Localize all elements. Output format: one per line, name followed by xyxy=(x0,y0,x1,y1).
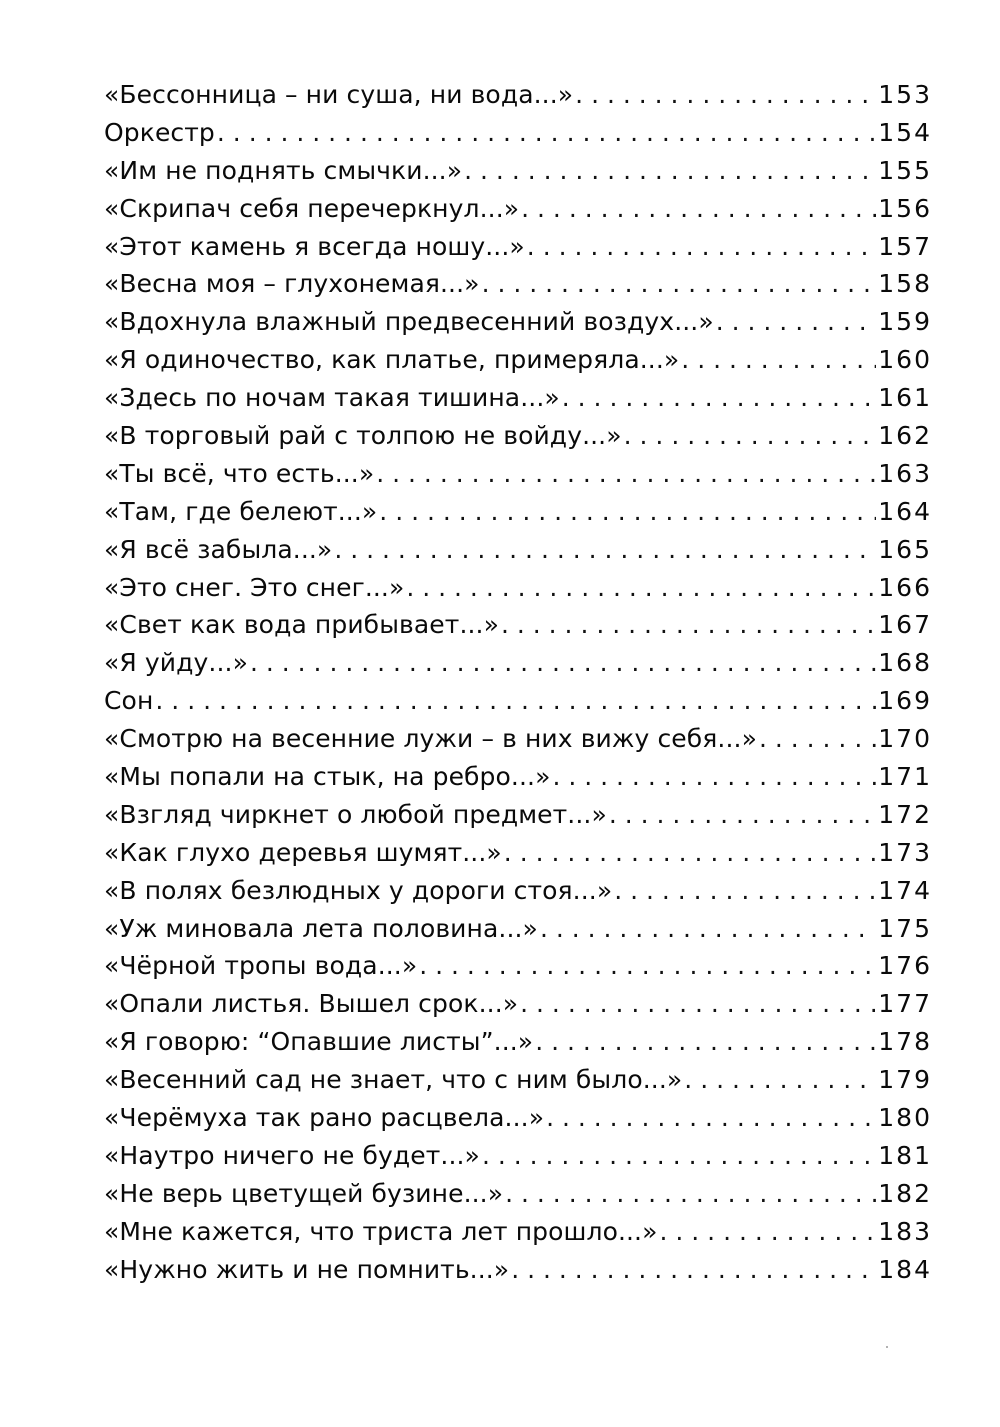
toc-entry-page: 179 xyxy=(878,1065,932,1095)
toc-entry-title: «Этот камень я всегда ношу...» xyxy=(104,231,525,261)
toc-entry-page: 180 xyxy=(878,1103,932,1133)
dot-leader xyxy=(464,152,876,190)
toc-entry-page: 159 xyxy=(878,307,932,337)
toc-entry xyxy=(104,341,932,379)
toc-entry-page: 172 xyxy=(878,799,932,829)
toc-entry xyxy=(104,303,932,341)
dot-leader xyxy=(334,531,876,569)
toc-entry-title: «Не верь цветущей бузине...» xyxy=(104,1178,504,1208)
toc-entry-title: «Здесь по ночам такая тишина...» xyxy=(104,383,560,413)
toc-entry xyxy=(104,1099,932,1137)
toc-entry xyxy=(104,531,932,569)
toc-entry-page: 155 xyxy=(878,155,932,185)
toc-entry xyxy=(104,606,932,644)
scan-speck xyxy=(886,1346,888,1348)
toc-entry-title: «Уж миновала лета половина...» xyxy=(104,913,538,943)
toc-entry-title: «Смотрю на весенние лужи – в них вижу себя...» xyxy=(104,724,757,754)
toc-entry xyxy=(104,228,932,266)
toc-entry-title: «Им не поднять смычки...» xyxy=(104,155,463,185)
toc-entry-title: «Нужно жить и не помнить...» xyxy=(104,1254,510,1284)
toc-entry-page: 153 xyxy=(878,80,932,109)
toc-entry xyxy=(104,985,932,1023)
toc-entry xyxy=(104,834,932,872)
toc-entry-page: 169 xyxy=(878,686,932,716)
toc-entry xyxy=(104,379,932,417)
dot-leader xyxy=(540,910,876,948)
toc-entry-title: «Как глухо деревья шумят...» xyxy=(104,837,502,867)
toc-entry-page: 176 xyxy=(878,951,932,981)
dot-leader xyxy=(759,720,876,758)
toc-entry-page: 165 xyxy=(878,534,932,564)
dot-leader xyxy=(624,417,877,455)
toc-entry-title: «Мне кажется, что триста лет прошло...» xyxy=(104,1216,658,1246)
toc-entry-page: 183 xyxy=(878,1216,932,1246)
toc-entry xyxy=(104,1061,932,1099)
toc-entry-title: «Опали листья. Вышел срок...» xyxy=(104,989,519,1019)
dot-leader xyxy=(482,265,877,303)
toc-entry xyxy=(104,1137,932,1175)
toc-entry-page: 178 xyxy=(878,1027,932,1057)
toc-entry-page: 171 xyxy=(878,762,932,792)
toc-entry-title: «Весна моя – глухонемая...» xyxy=(104,269,480,299)
toc-entry-title: «Я уйду...» xyxy=(104,648,248,678)
dot-leader xyxy=(681,341,876,379)
dot-leader xyxy=(527,228,876,266)
dot-leader xyxy=(155,682,876,720)
toc-entry xyxy=(104,1213,932,1251)
toc-entry xyxy=(104,493,932,531)
toc-entry-title: «Ты всё, что есть...» xyxy=(104,458,375,488)
dot-leader xyxy=(552,758,876,796)
toc-entry-page: 175 xyxy=(878,913,932,943)
toc-entry-title: «Вдохнула влажный предвесенний воздух...» xyxy=(104,307,714,337)
dot-leader xyxy=(562,379,877,417)
toc-entry-page: 177 xyxy=(878,989,932,1019)
toc-entry-title: «Чёрной тропы вода...» xyxy=(104,951,418,981)
dot-leader xyxy=(379,493,876,531)
dot-leader xyxy=(520,985,876,1023)
toc-entry-page: 154 xyxy=(878,117,932,147)
table-of-contents xyxy=(104,76,932,1289)
toc-entry-page: 163 xyxy=(878,458,932,488)
toc-entry-page: 161 xyxy=(878,383,932,413)
toc-entry-page: 174 xyxy=(878,875,932,905)
toc-entry-page: 164 xyxy=(878,496,932,526)
toc-entry xyxy=(104,569,932,607)
toc-entry-page: 170 xyxy=(878,724,932,754)
toc-entry xyxy=(104,114,932,152)
toc-entry-title: «Скрипач себя перечеркнул...» xyxy=(104,193,520,223)
dot-leader xyxy=(660,1213,877,1251)
toc-entry-title: «Свет как вода прибывает...» xyxy=(104,610,499,640)
toc-entry-title: «Это снег. Это снег...» xyxy=(104,572,405,602)
dot-leader xyxy=(482,1137,876,1175)
dot-leader xyxy=(609,796,876,834)
toc-entry-page: 182 xyxy=(878,1178,932,1208)
toc-entry-title: «Взгляд чиркнет о любой предмет...» xyxy=(104,799,607,829)
toc-entry xyxy=(104,265,932,303)
toc-entry-title: «Я говорю: “Опавшие листы”...» xyxy=(104,1027,534,1057)
toc-entry xyxy=(104,872,932,910)
toc-entry-title: Сон xyxy=(104,686,154,716)
dot-leader xyxy=(511,1251,876,1289)
toc-entry xyxy=(104,76,932,114)
toc-entry-page: 167 xyxy=(878,610,932,640)
toc-entry xyxy=(104,682,932,720)
toc-entry-title: «Я всё забыла...» xyxy=(104,534,333,564)
toc-entry xyxy=(104,190,932,228)
toc-entry-page: 162 xyxy=(878,421,932,451)
dot-leader xyxy=(614,872,876,910)
dot-leader xyxy=(505,1175,876,1213)
toc-entry-title: «Мы попали на стык, на ребро...» xyxy=(104,762,551,792)
dot-leader xyxy=(684,1061,876,1099)
dot-leader xyxy=(406,569,876,607)
toc-entry-page: 160 xyxy=(878,345,932,375)
dot-leader xyxy=(546,1099,876,1137)
toc-entry xyxy=(104,758,932,796)
dot-leader xyxy=(535,1023,876,1061)
dot-leader xyxy=(419,947,876,985)
dot-leader xyxy=(521,190,876,228)
toc-entry-title: «Черёмуха так рано расцвела...» xyxy=(104,1103,545,1133)
toc-entry xyxy=(104,796,932,834)
toc-entry xyxy=(104,947,932,985)
toc-entry-page: 156 xyxy=(878,193,932,223)
toc-entry-page: 168 xyxy=(878,648,932,678)
dot-leader xyxy=(250,644,876,682)
dot-leader xyxy=(376,455,876,493)
toc-entry-title: «В торговый рай с толпою не войду...» xyxy=(104,421,622,451)
toc-entry-page: 181 xyxy=(878,1140,932,1170)
toc-entry-page: 157 xyxy=(878,231,932,261)
dot-leader xyxy=(716,303,877,341)
dot-leader xyxy=(501,606,876,644)
toc-entry-page: 166 xyxy=(878,572,932,602)
toc-entry xyxy=(104,152,932,190)
toc-entry xyxy=(104,720,932,758)
toc-entry-title: «Там, где белеют...» xyxy=(104,496,378,526)
toc-entry xyxy=(104,1251,932,1289)
dot-leader xyxy=(575,76,876,114)
toc-entry-page: 184 xyxy=(878,1254,932,1284)
toc-entry xyxy=(104,644,932,682)
toc-entry-page: 158 xyxy=(878,269,932,299)
toc-entry xyxy=(104,1023,932,1061)
toc-entry-title: «Я одиночество, как платье, примеряла...» xyxy=(104,345,680,375)
toc-entry-title: «Весенний сад не знает, что с ним было...» xyxy=(104,1065,683,1095)
dot-leader xyxy=(217,114,876,152)
toc-entry xyxy=(104,910,932,948)
dot-leader xyxy=(504,834,876,872)
toc-entry-title: Оркестр xyxy=(104,117,215,147)
toc-entry-title: «В полях безлюдных у дороги стоя...» xyxy=(104,875,613,905)
toc-entry xyxy=(104,417,932,455)
toc-entry-title: «Наутро ничего не будет...» xyxy=(104,1140,480,1170)
toc-entry-title: «Бессонница – ни суша, ни вода...» xyxy=(104,80,574,109)
toc-entry-page: 173 xyxy=(878,837,932,867)
toc-entry xyxy=(104,455,932,493)
toc-entry xyxy=(104,1175,932,1213)
